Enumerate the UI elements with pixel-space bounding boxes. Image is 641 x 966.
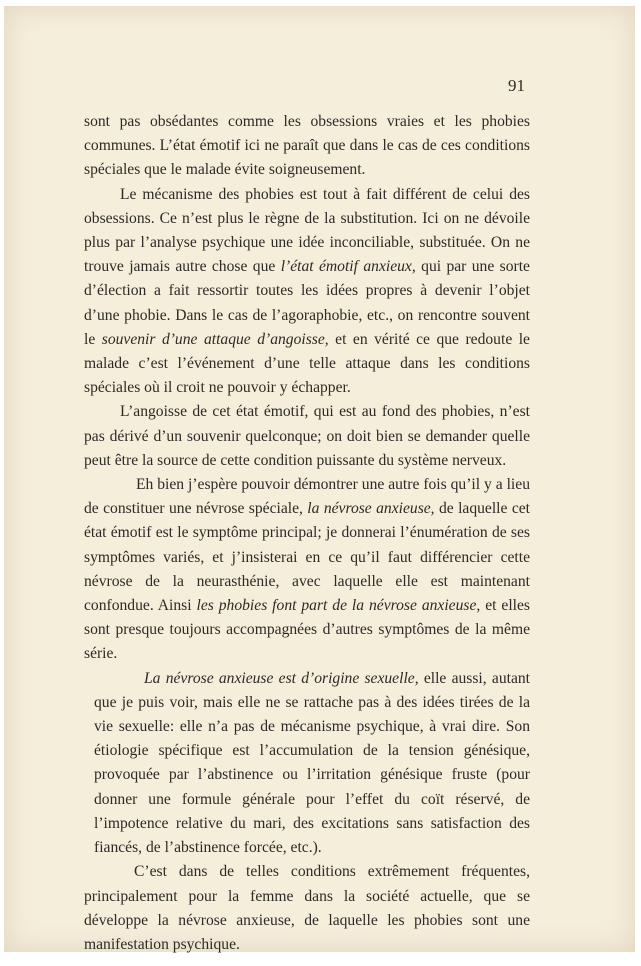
paragraph	[84, 400, 530, 473]
italic-phrase: les phobies font part de la névrose anxieuse,	[196, 597, 481, 615]
text-run: Eh bien j’espère pouvoir démontrer une autre fois qu’il y a lieu de constituer une névrose spéciale,	[84, 476, 530, 518]
text-run: Le mécanisme des phobies est tout à fait différent de celui des obsessions. Ce n’est plus le règne de la substitution. Ici on ne dévoile plus par l’analyse psychique une idée inconciliable, substituée. On ne trouve jamais autre chose que	[84, 185, 530, 276]
text-run: L’angoisse de cet état émotif, qui est au fond des phobies, n’est pas dérivé d’un souvenir quelconque; on doit bien se demander quelle peut être la source de cette condition puissante du système nerveux.	[84, 403, 530, 469]
paragraph	[84, 110, 530, 183]
text-run: C’est dans de telles conditions extrêmement fréquentes, principalement pour la femme dans la société actuelle, que se développe la névrose anxieuse, de laquelle les phobies sont une manifestation psychique.	[84, 863, 530, 953]
page-number: 91	[508, 76, 525, 95]
paragraph	[84, 860, 530, 957]
italic-phrase: la névrose anxieuse,	[307, 500, 435, 518]
body-text	[84, 110, 530, 957]
italic-phrase: La névrose anxieuse est d’origine sexuelle,	[144, 669, 419, 687]
text-run: et en vérité ce que redoute le malade c’est l’événement d’une telle attaque dans les conditions spéciales où il croit ne pouvoir y échapper.	[84, 330, 530, 397]
text-run: sont pas obsédantes comme les obsessions vraies et les phobies communes. L’état émotif ici ne paraît que dans le cas de ces conditions spéciales que le malade évite soigneusement.	[84, 113, 530, 179]
text-run: qui par une sorte d’élection a fait ressortir toutes les idées propres à devenir l’objet d’une phobie. Dans le cas de l’agoraphobie, etc., on rencontre souvent le	[84, 258, 530, 348]
book-page	[4, 6, 635, 952]
italic-phrase: souvenir d’une attaque d’angoisse,	[101, 330, 329, 348]
text-run: et elles sont presque toujours accompagnées d’autres symptômes de la même série.	[84, 597, 530, 663]
paragraph	[84, 473, 530, 667]
italic-phrase: l’état émotif anxieux,	[280, 258, 416, 276]
text-run: de laquelle cet état émotif est le symptôme principal; je donnerai l’énumération de ses symptômes variés, et j’insisterai en ce qu’il faut différencier cette névrose de la neurasthénie, avec laquelle elle est maintenant confondue. Ainsi	[84, 500, 530, 615]
paragraph	[84, 183, 530, 401]
paragraph	[84, 667, 530, 861]
text-run: elle aussi, autant que je puis voir, mais elle ne se rattache pas à des idées tirées de la vie sexuelle: elle n’a pas de mécanisme psychique, à vrai dire. Son étiologie spécifique est l’accumulation de la tension génésique, provoquée par l’abstinence ou l’irritation génésique fruste (pour donner une formule générale pour l’effet du coït réservé, de l’impotence relative du mari, des excitations sans satisfaction des fiancés, de l’abstinence forcée, etc.).	[94, 669, 530, 857]
